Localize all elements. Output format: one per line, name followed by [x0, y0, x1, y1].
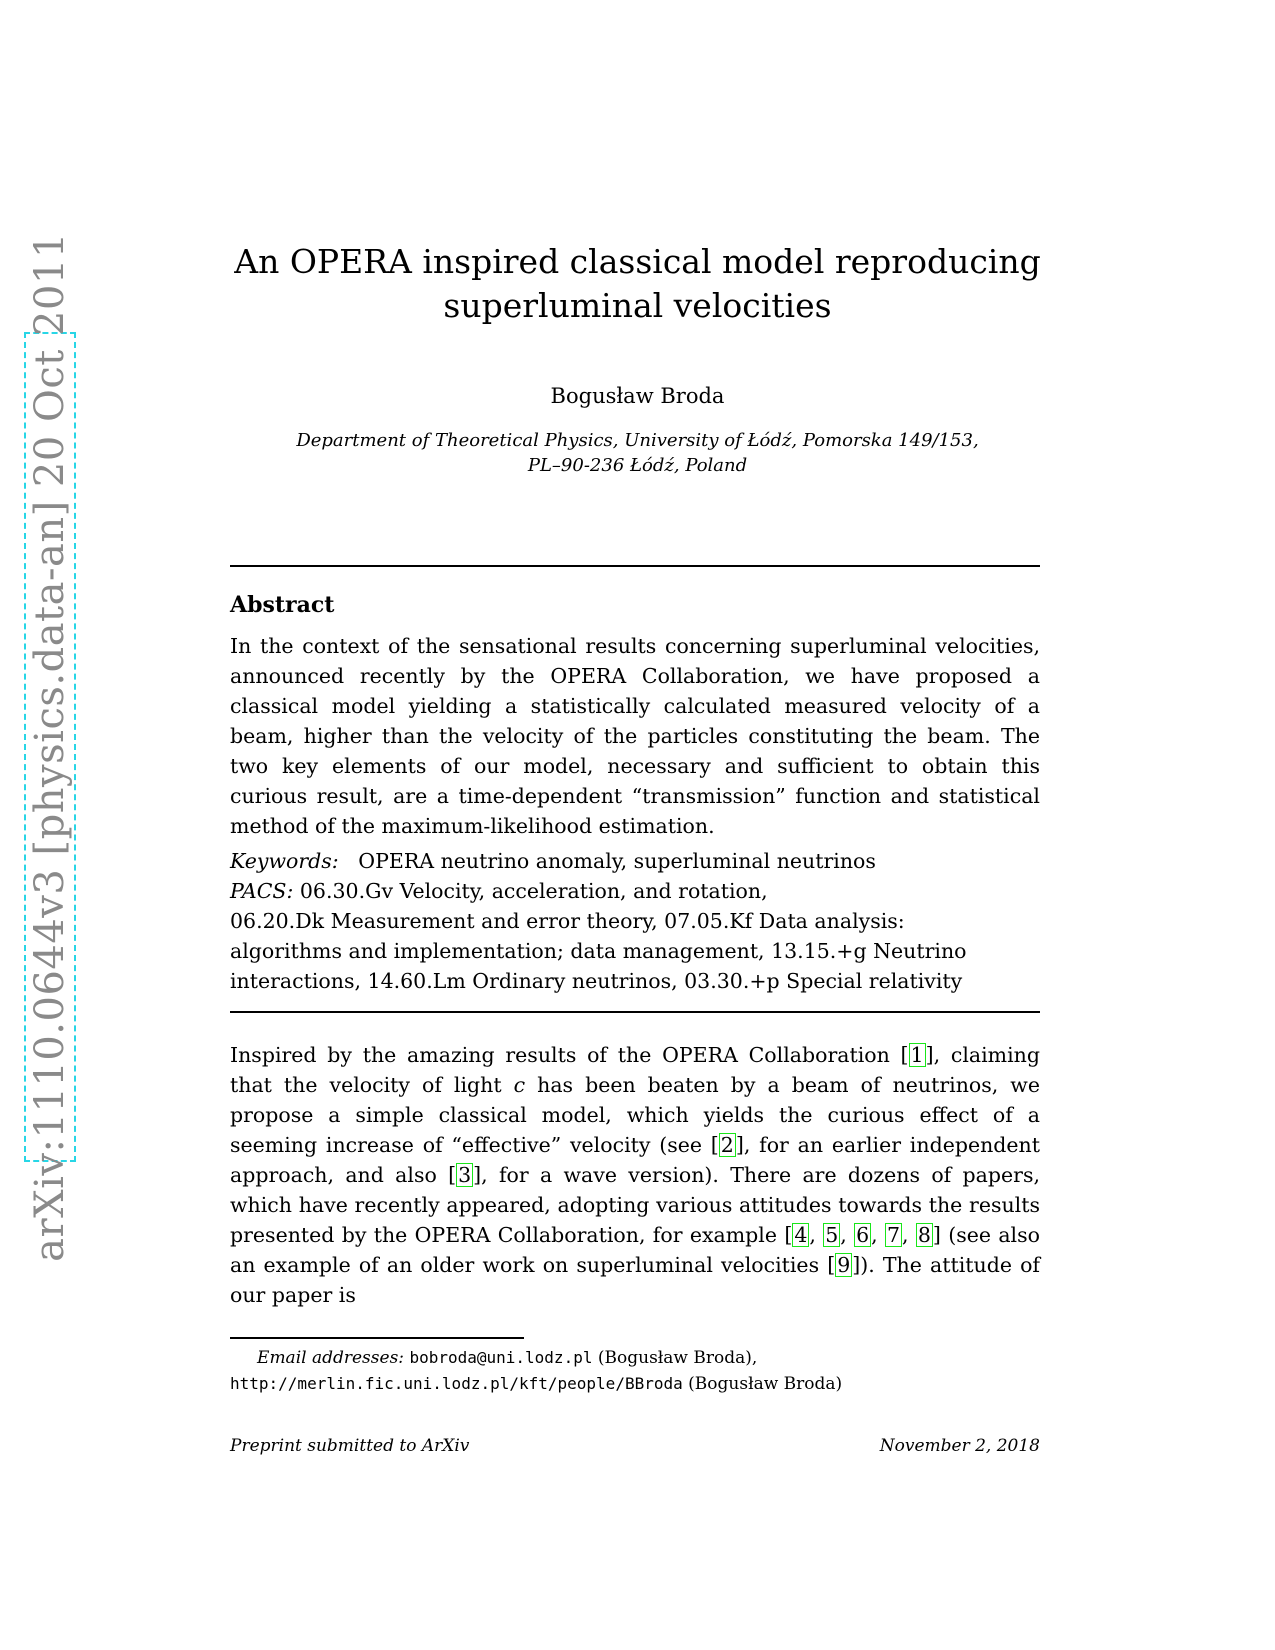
- pacs-line-4: interactions, 14.60.Lm Ordinary neutrinos, 03.30.+p Special relativity: [230, 969, 963, 993]
- body-text-5: , for a wave version). There are dozens of papers, which have recently appeared, adopting various attitudes towards the results presented by the OPERA Collaboration, for example: [230, 1163, 1040, 1247]
- homepage-link[interactable]: http://merlin.fic.uni.lodz.pl/kft/people/BBroda: [230, 1374, 683, 1393]
- abstract-text: In the context of the sensational results concerning superluminal velocities, announced recently by the OPERA Collaboration, we have proposed a classical model yielding a statistically calculated measured velocity of a beam, higher than the velocity of the particles constituting the beam. The two key elements of our model, necessary and sufficient to obtain this curious result, are a time-dependent “transmission” function and statistical method of the maximum-likelihood estimation.: [230, 634, 1040, 838]
- affiliation-line-1: Department of Theoretical Physics, University of Łódź, Pomorska 149/153,: [296, 430, 979, 451]
- footnote-line-2: [230, 1371, 1050, 1397]
- pacs-line-1: [230, 876, 1040, 906]
- arxiv-stamp[interactable]: [24, 232, 76, 1262]
- citation-5-link[interactable]: 5: [825, 1223, 839, 1247]
- citation-8-link[interactable]: 8: [917, 1223, 931, 1247]
- citation-1-link[interactable]: 1: [910, 1043, 924, 1067]
- preprint-note: Preprint submitted to ArXiv: [230, 1436, 470, 1456]
- abstract-bottom-rule: [230, 1011, 1040, 1013]
- abstract-heading: Abstract: [230, 592, 335, 618]
- citation-3-link[interactable]: 3: [458, 1163, 472, 1187]
- paper-title: [200, 240, 1075, 328]
- pacs-text-1: 06.30.Gv Velocity, acceleration, and rotation,: [299, 879, 768, 903]
- email-label: Email addresses:: [257, 1348, 405, 1368]
- citation-2-link[interactable]: 2: [720, 1133, 734, 1157]
- keywords-label: Keywords:: [230, 849, 339, 873]
- footnote-line-1: [230, 1345, 1050, 1371]
- body-text-7: ). The attitude of our paper is: [230, 1253, 1040, 1307]
- footnote-rule: [230, 1337, 524, 1339]
- citation-4-link[interactable]: 4: [794, 1223, 808, 1247]
- affiliation: [200, 428, 1075, 478]
- body-text-6: (see also an example of an older work on superluminal velocities: [230, 1223, 1040, 1277]
- citation-6-link[interactable]: 6: [856, 1223, 870, 1247]
- body-text-4: , for an earlier independent approach, and also: [230, 1133, 1040, 1187]
- speed-of-light-symbol: c: [513, 1073, 526, 1097]
- keywords-line: [230, 846, 1040, 876]
- homepage-owner: (Bogusław Broda): [682, 1374, 843, 1394]
- title-line-2: superluminal velocities: [443, 286, 832, 325]
- abstract-top-rule: [230, 565, 1040, 567]
- arxiv-id: arXiv:1110.0644v3 [physics.data-an] 20 Oct 2011: [27, 232, 73, 1262]
- body-paragraph: Inspired by the amazing results of the OPERA Collaboration [1], claiming that the velocity of light c has been beaten by a beam of neutrinos, we propose a simple classical model, which yields the curious effect of a seeming increase of “effective” velocity (see [2], for an earlier independent approach, and also [3], for a wave version). There are dozens of papers, which have recently appeared, adopting various attitudes towards the results presented by the OPERA Collaboration, for example [4, 5, 6, 7, 8] (see also an example of an older work on superluminal velocities [9]). The attitude of our paper is: [230, 1043, 1040, 1307]
- title-line-1: An OPERA inspired classical model reproducing: [234, 242, 1041, 281]
- email-owner: (Bogusław Broda),: [592, 1348, 758, 1368]
- pacs-label: PACS:: [230, 879, 294, 903]
- citation-9-link[interactable]: 9: [837, 1253, 851, 1277]
- body-text-1: Inspired by the amazing results of the OPERA Collaboration: [230, 1043, 901, 1067]
- keywords-text: OPERA neutrino anomaly, superluminal neutrinos: [358, 849, 876, 873]
- author-name: Bogusław Broda: [550, 384, 725, 408]
- pacs-line-2: 06.20.Dk Measurement and error theory, 07.05.Kf Data analysis:: [230, 909, 905, 933]
- body-text-2: , claiming that the velocity of light: [230, 1043, 1040, 1097]
- pacs-line-3: algorithms and implementation; data management, 13.15.+g Neutrino: [230, 939, 967, 963]
- preprint-date: November 2, 2018: [879, 1436, 1040, 1456]
- email-link[interactable]: bobroda@uni.lodz.pl: [409, 1348, 593, 1367]
- affiliation-line-2: PL–90-236 Łódź, Poland: [527, 455, 748, 476]
- citation-7-link[interactable]: 7: [886, 1223, 901, 1247]
- body-text-3: has been beaten by a beam of neutrinos, we propose a simple classical model, which yields the curious effect of a seeming increase of “effective” velocity (see: [230, 1073, 1040, 1157]
